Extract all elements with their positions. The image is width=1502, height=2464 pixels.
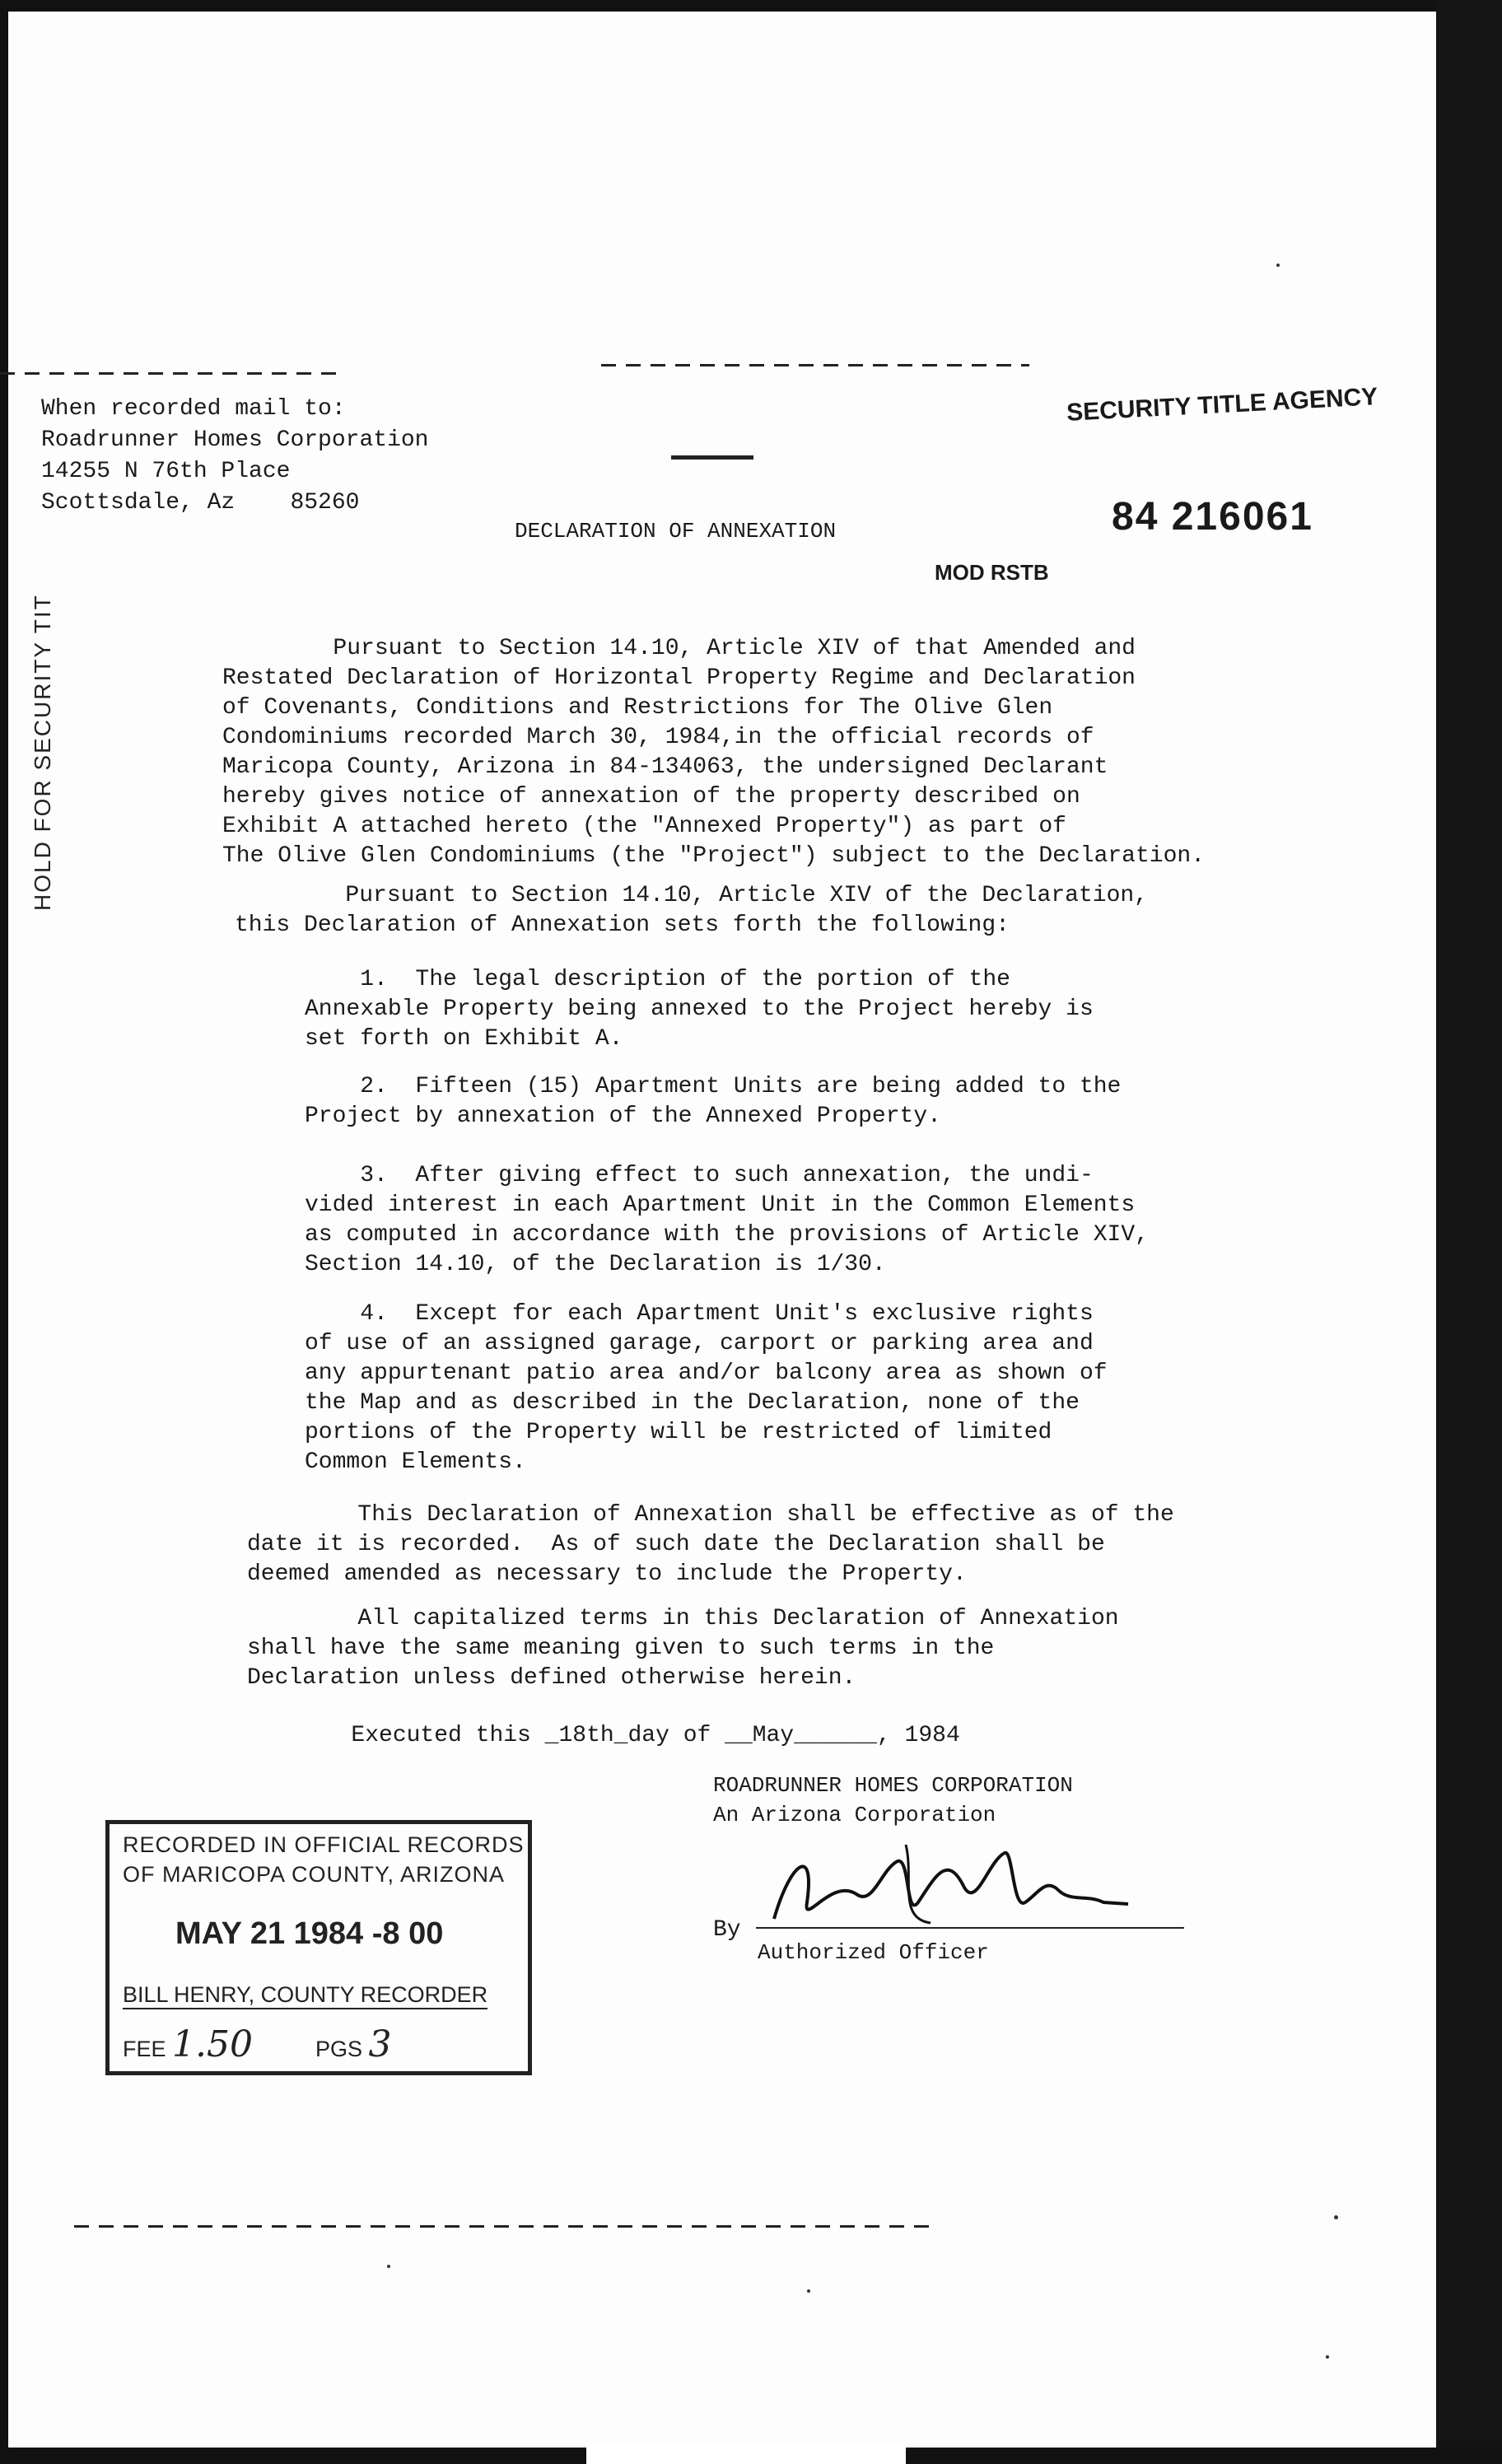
scan-bottom-tab bbox=[586, 2443, 906, 2464]
company-type: An Arizona Corporation bbox=[713, 1803, 996, 1827]
scan-line bbox=[0, 372, 346, 375]
scan-speck bbox=[1334, 2215, 1338, 2219]
signature-line bbox=[756, 1927, 1184, 1929]
scan-speck bbox=[1276, 264, 1280, 267]
scan-speck bbox=[387, 2265, 390, 2268]
scan-edge-left bbox=[0, 0, 8, 2464]
list-item-1: 1. The legal description of the portion of the Annexable Property being annexed to the Project hereby is set forth on Exhibit A. bbox=[305, 967, 1094, 1052]
mod-note: MOD RSTB bbox=[935, 560, 1049, 585]
scan-line bbox=[74, 2225, 939, 2228]
company-name: ROADRUNNER HOMES CORPORATION bbox=[713, 1773, 1073, 1798]
side-stamp: HOLD FOR SECURITY TIT bbox=[30, 594, 55, 911]
document-number: 84 216061 bbox=[1112, 495, 1313, 539]
by-label: By bbox=[713, 1917, 741, 1943]
list-item-3: 3. After giving effect to such annexation, the undi- vided interest in each Apartment Unit in the Common Elements as computed in accordance with the provisions of Article XIV, Section 14.10, of the Declaration is 1/30. bbox=[305, 1163, 1149, 1277]
dash-mark bbox=[671, 455, 753, 460]
stamp-recorder: BILL HENRY, COUNTY RECORDER bbox=[123, 1982, 487, 2009]
executed-line: Executed this _18th_day of __May______, 1984 bbox=[240, 1723, 960, 1748]
scan-speck bbox=[1326, 2355, 1329, 2359]
document-title: DECLARATION OF ANNEXATION bbox=[515, 519, 837, 544]
fee-value: 1.50 bbox=[172, 2023, 253, 2065]
stamp-line-2: OF MARICOPA COUNTY, ARIZONA bbox=[123, 1862, 506, 1887]
mail-to-block bbox=[41, 394, 428, 519]
list-item-2: 2. Fifteen (15) Apartment Units are being added to the Project by annexation of the Annexed Property. bbox=[305, 1074, 1122, 1129]
list-item-4: 4. Except for each Apartment Unit's exclusive rights of use of an assigned garage, carport or parking area and any appurtenant patio area and/or balcony area as shown of the Map and as described in the Declaration, none of the portions of the Property will be restricted of limited Common Elements. bbox=[305, 1301, 1108, 1475]
stamp-date: MAY 21 1984 -8 00 bbox=[175, 1916, 444, 1951]
mail-to-street: 14255 N 76th Place bbox=[41, 459, 291, 484]
mail-to-label: When recorded mail to: bbox=[41, 396, 346, 422]
stamp-pages bbox=[315, 2023, 392, 2065]
paragraph-intro: Pursuant to Section 14.10, Article XIV of that Amended and Restated Declaration of Horizontal Property Regime and Declaration of Covenants, Conditions and Restrictions for The Olive Glen Condominiums recorded March 30, 1984,in the official records of Maricopa County, Arizona in 84-134063, the undersigned Declarant hereby gives notice of annexation of the property described on Exhibit A attached hereto (the "Annexed Property") as part of The Olive Glen Condominiums (the "Project") subject to the Declaration. bbox=[222, 636, 1205, 869]
agency-stamp: SECURITY TITLE AGENCY bbox=[1066, 383, 1378, 427]
stamp-line-1: RECORDED IN OFFICIAL RECORDS bbox=[123, 1832, 525, 1857]
scan-edge-right bbox=[1436, 0, 1502, 2464]
pgs-value: 3 bbox=[368, 2023, 392, 2065]
officer-title: Authorized Officer bbox=[758, 1940, 989, 1965]
recording-stamp bbox=[105, 1820, 532, 2075]
paragraph-sets-forth: Pursuant to Section 14.10, Article XIV of the Declaration, this Declaration of Annexation sets forth the following: bbox=[235, 883, 1148, 938]
signature-block bbox=[713, 1771, 1073, 1830]
pgs-label: PGS bbox=[315, 2037, 363, 2061]
fee-label: FEE bbox=[123, 2037, 166, 2061]
stamp-fee bbox=[123, 2023, 253, 2065]
handwritten-signature bbox=[741, 1828, 1136, 1944]
scan-speck bbox=[807, 2289, 810, 2293]
paragraph-terms: All capitalized terms in this Declaration of Annexation shall have the same meaning given to such terms in the Declaration unless defined otherwise herein. bbox=[247, 1606, 1119, 1691]
mail-to-name: Roadrunner Homes Corporation bbox=[41, 427, 429, 453]
scan-edge-top bbox=[0, 0, 1502, 12]
paragraph-effective: This Declaration of Annexation shall be effective as of the date it is recorded. As of such date the Declaration shall be deemed amended as necessary to include the Property. bbox=[247, 1502, 1174, 1587]
scan-line bbox=[601, 364, 1029, 366]
mail-to-city: Scottsdale, Az 85260 bbox=[41, 490, 360, 516]
